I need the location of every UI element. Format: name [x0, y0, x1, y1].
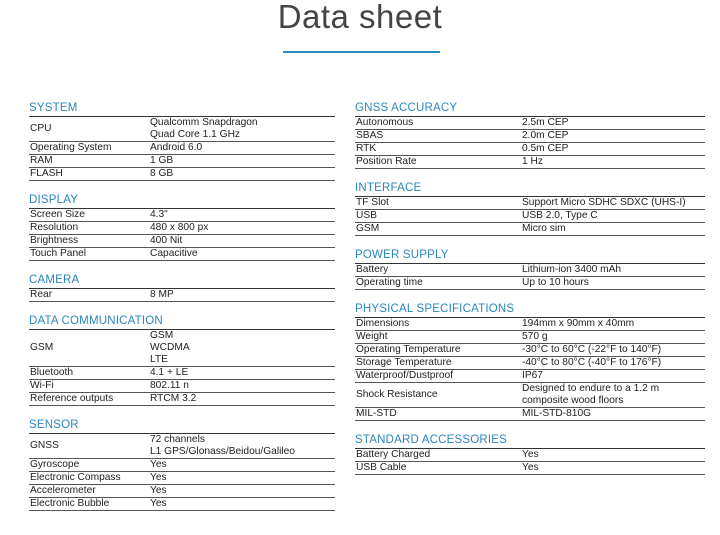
spec-value-line: Micro sim [522, 223, 566, 234]
spec-value-line: Quad Core 1.1 GHz [150, 129, 241, 140]
spec-value [522, 117, 705, 129]
spec-row [355, 318, 705, 331]
section-system [29, 101, 335, 181]
spec-label: GSM [30, 342, 54, 353]
spec-value [522, 331, 705, 343]
section-title: DISPLAY [29, 193, 335, 209]
spec-row [29, 142, 335, 155]
spec-row [29, 235, 335, 248]
spec-row [355, 462, 705, 475]
spec-row [355, 383, 705, 408]
spec-value [150, 209, 335, 221]
spec-row [355, 357, 705, 370]
spec-value [150, 367, 335, 379]
spec-row [29, 393, 335, 406]
spec-value-line: Yes [150, 472, 167, 483]
spec-value-line: Yes [150, 459, 167, 470]
spec-value [150, 330, 335, 366]
spec-label: Brightness [30, 235, 79, 246]
spec-value-line: GSM [150, 330, 174, 341]
spec-value-line: 1 GB [150, 155, 174, 166]
spec-value [522, 318, 705, 330]
spec-value-line: 4.3" [150, 209, 168, 220]
spec-row [355, 277, 705, 290]
spec-label: RAM [30, 155, 53, 166]
spec-row [29, 367, 335, 380]
spec-value-line: 400 Nit [150, 235, 183, 246]
spec-value-line: 480 x 800 px [150, 222, 209, 233]
spec-value-line: -40°C to 80°C (-40°F to 176°F) [522, 357, 662, 368]
spec-label: Wi-Fi [30, 380, 54, 391]
spec-label: Accelerometer [30, 485, 96, 496]
section-title: SYSTEM [29, 101, 335, 117]
spec-row [355, 143, 705, 156]
spec-row [355, 408, 705, 421]
spec-label: SBAS [356, 130, 384, 141]
spec-row [355, 197, 705, 210]
spec-label: Touch Panel [30, 248, 87, 259]
spec-value-line: 570 g [522, 331, 548, 342]
spec-value-line: USB 2.0, Type C [522, 210, 598, 221]
spec-label: Operating Temperature [356, 344, 461, 355]
spec-value-line: RTCM 3.2 [150, 393, 197, 404]
section-gnss-accuracy [355, 101, 705, 169]
spec-value-line: 194mm x 90mm x 40mm [522, 318, 635, 329]
section-sensor [29, 418, 335, 511]
spec-row [29, 498, 335, 511]
spec-value [522, 383, 705, 407]
spec-value [150, 380, 335, 392]
spec-row [355, 449, 705, 462]
spec-value-line: Android 6.0 [150, 142, 203, 153]
spec-label: Dimensions [356, 318, 410, 329]
spec-value [522, 449, 705, 461]
section-data-communication [29, 314, 335, 406]
section-title: SENSOR [29, 418, 335, 434]
spec-value-line: MIL-STD-810G [522, 408, 592, 419]
spec-row [29, 222, 335, 235]
section-display [29, 193, 335, 261]
spec-value-line: Lithium-ion 3400 mAh [522, 264, 622, 275]
spec-value [522, 408, 705, 420]
spec-value [522, 277, 705, 289]
spec-label: TF Slot [356, 197, 389, 208]
spec-label: Position Rate [356, 156, 417, 167]
spec-value [150, 459, 335, 471]
spec-label: Operating System [30, 142, 112, 153]
spec-row [29, 117, 335, 142]
spec-label: Screen Size [30, 209, 85, 220]
spec-row [355, 117, 705, 130]
spec-value-line: Capacitive [150, 248, 198, 259]
spec-value [522, 344, 705, 356]
spec-value-line: Yes [522, 462, 539, 473]
spec-value [150, 289, 335, 301]
spec-value-line: L1 GPS/Glonass/Beidou/Galileo [150, 446, 295, 457]
spec-row [29, 485, 335, 498]
section-title: STANDARD ACCESSORIES [355, 433, 705, 449]
spec-row [29, 289, 335, 302]
title-underline [283, 51, 440, 53]
spec-row [355, 210, 705, 223]
spec-value-line: composite wood floors [522, 395, 624, 406]
spec-label: Storage Temperature [356, 357, 452, 368]
spec-row [29, 330, 335, 367]
spec-value-line: Designed to endure to a 1.2 m [522, 383, 660, 394]
spec-value-line: 1 Hz [522, 156, 543, 167]
spec-row [355, 344, 705, 357]
spec-value-line: Yes [150, 498, 167, 509]
spec-value [150, 142, 335, 154]
spec-label: CPU [30, 123, 52, 134]
spec-value-line: 2.5m CEP [522, 117, 569, 128]
spec-label: Waterproof/Dustproof [356, 370, 454, 381]
section-standard-accessories [355, 433, 705, 475]
spec-label: Reference outputs [30, 393, 114, 404]
spec-value [522, 143, 705, 155]
spec-value-line: 2.0m CEP [522, 130, 569, 141]
spec-label: Gyroscope [30, 459, 80, 470]
spec-label: FLASH [30, 168, 63, 179]
spec-value [522, 370, 705, 382]
spec-value-line: Support Micro SDHC SDXC (UHS-I) [522, 197, 686, 208]
spec-row [29, 248, 335, 261]
spec-label: RTK [356, 143, 377, 154]
spec-value [150, 168, 335, 180]
spec-row [355, 331, 705, 344]
page-title: Data sheet [277, 0, 443, 35]
spec-value-line: Yes [150, 485, 167, 496]
spec-row [29, 380, 335, 393]
spec-label: MIL-STD [356, 408, 397, 419]
spec-value [522, 130, 705, 142]
spec-value [150, 498, 335, 510]
spec-label: GNSS [30, 440, 59, 451]
spec-value [522, 210, 705, 222]
spec-value [150, 222, 335, 234]
spec-value [150, 117, 335, 141]
spec-value-line: Qualcomm Snapdragon [150, 117, 258, 128]
spec-value-line: Up to 10 hours [522, 277, 589, 288]
section-title: GNSS ACCURACY [355, 101, 705, 117]
section-power-supply [355, 248, 705, 290]
spec-row [29, 434, 335, 459]
spec-label: Electronic Bubble [30, 498, 110, 509]
spec-value-line: Yes [522, 449, 539, 460]
section-title: DATA COMMUNICATION [29, 314, 335, 330]
left-column [29, 101, 335, 523]
spec-label: Battery [356, 264, 389, 275]
section-title: INTERFACE [355, 181, 705, 197]
spec-label: Bluetooth [30, 367, 74, 378]
spec-label: Electronic Compass [30, 472, 121, 483]
spec-value [150, 248, 335, 260]
section-camera [29, 273, 335, 302]
spec-row [355, 156, 705, 169]
spec-label: GSM [356, 223, 380, 234]
spec-label: USB [356, 210, 377, 221]
spec-label: Resolution [30, 222, 79, 233]
right-column [355, 101, 705, 487]
spec-value-line: 4.1 + LE [150, 367, 189, 378]
spec-value-line: 8 MP [150, 289, 174, 300]
spec-row [29, 472, 335, 485]
spec-row [355, 130, 705, 143]
spec-label: Rear [30, 289, 53, 300]
spec-value [522, 223, 705, 235]
spec-row [29, 459, 335, 472]
spec-row [29, 168, 335, 181]
spec-row [355, 223, 705, 236]
spec-value-line: LTE [150, 354, 168, 365]
spec-value [522, 462, 705, 474]
spec-value-line: WCDMA [150, 342, 190, 353]
section-physical-specifications [355, 302, 705, 421]
spec-value-line: IP67 [522, 370, 543, 381]
spec-value-line: -30°C to 60°C (-22°F to 140°F) [522, 344, 662, 355]
spec-value [522, 197, 705, 209]
spec-label: Shock Resistance [356, 389, 438, 400]
spec-value [150, 155, 335, 167]
section-interface [355, 181, 705, 236]
spec-row [355, 264, 705, 277]
section-title: PHYSICAL SPECIFICATIONS [355, 302, 705, 318]
spec-row [29, 155, 335, 168]
spec-label: USB Cable [356, 462, 407, 473]
spec-value [150, 472, 335, 484]
spec-value [150, 393, 335, 405]
spec-value [150, 235, 335, 247]
spec-label: Battery Charged [356, 449, 431, 460]
spec-value [150, 485, 335, 497]
spec-value-line: 8 GB [150, 168, 174, 179]
spec-label: Operating time [356, 277, 423, 288]
spec-value [522, 357, 705, 369]
spec-value [522, 264, 705, 276]
spec-value [522, 156, 705, 168]
spec-value-line: 802.11 n [150, 380, 189, 391]
section-title: POWER SUPPLY [355, 248, 705, 264]
spec-value [150, 434, 335, 458]
section-title: CAMERA [29, 273, 335, 289]
spec-row [29, 209, 335, 222]
spec-label: Autonomous [356, 117, 414, 128]
spec-value-line: 0.5m CEP [522, 143, 569, 154]
spec-value-line: 72 channels [150, 434, 205, 445]
spec-row [355, 370, 705, 383]
spec-label: Weight [356, 331, 388, 342]
